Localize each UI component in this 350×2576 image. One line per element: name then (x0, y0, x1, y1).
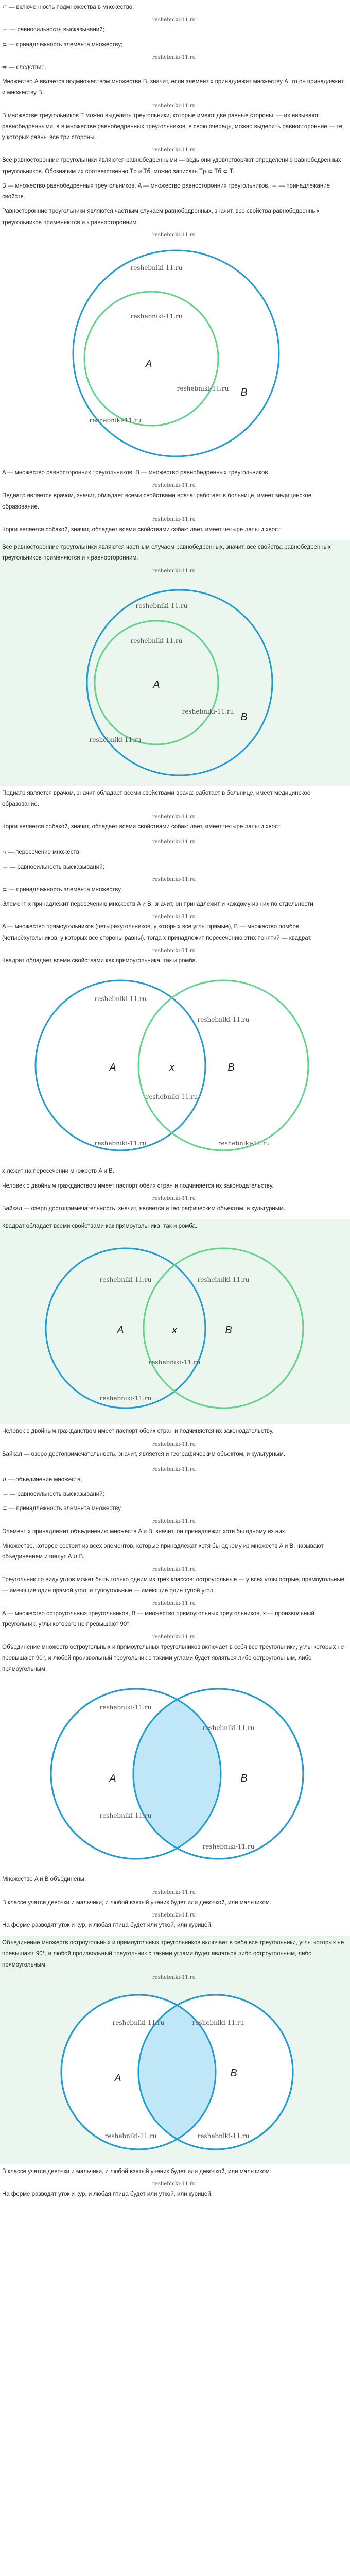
text-line: В классе учатся девочки и мальчики, и любой взятый ученик будет или девочкой, или мальчиком. (2, 1899, 272, 1906)
watermark: reshebniki-11.ru (202, 1724, 255, 1732)
text-line: Объединение множеств остроугольных и прямоугольных треугольников включает в себя все треугольники, углы которых не превышают 90°, и любой произвольный треугольник с такими углами будет являться либо остроугольным, либо прямоугольным. (2, 1940, 344, 1968)
section-intersection-examples (0, 1164, 350, 1219)
watermark: reshebniki-11.ru (152, 1889, 196, 1895)
text-line: ⊂ — включенность подмножества в множество; (2, 4, 134, 10)
text-line: На ферме разводят уток и кур, и любая птица будет или уткой, или курицей. (2, 1922, 213, 1928)
text-line: ⇔ — равносильность высказываний; (2, 863, 104, 870)
watermark: reshebniki-11.ru (152, 2181, 196, 2188)
text-line: В классе учатся девочки и мальчики, и любой взятый ученик будет или девочкой, или мальчиком. (2, 2168, 272, 2175)
text-line: Байкал — озеро достопримечательность, значит, является и географическим объектом, и культурным. (2, 1205, 286, 1212)
text-line: ∩ — пересечение множеств; (2, 849, 81, 856)
venn-subset-diagram (2, 241, 348, 463)
watermark: reshebniki-11.ru (112, 2019, 165, 2026)
set-b-label: B (225, 1325, 232, 1336)
watermark: reshebniki-11.ru (152, 483, 196, 489)
set-b-label: B (240, 1773, 248, 1785)
set-a-label: A (109, 1773, 116, 1785)
section-subset-examples-repeat (0, 786, 350, 838)
set-b-label: B (227, 1062, 235, 1074)
text-line: Множество, которое состоит из всех элементов, которые принадлежат хотя бы одному из множеств A и B, называют объединением и пишут A ∪ B. (2, 1543, 324, 1561)
set-b-circle (144, 1248, 303, 1408)
watermark: reshebniki-11.ru (146, 1093, 198, 1101)
watermark: reshebniki-11.ru (99, 1704, 152, 1711)
venn-subset-diagram-2 (2, 577, 348, 783)
set-a-label: A (153, 679, 160, 690)
set-a-label: A (145, 358, 152, 370)
text-line: Треугольник по виду углов может быть только одним из трёх классов: остроугольные — у всех углы острые, прямоугольные — имеющие один прямой угол, и тупоугольные — имеющие один тупой угол. (2, 1577, 345, 1594)
watermark: reshebniki-11.ru (99, 1276, 152, 1284)
watermark: reshebniki-11.ru (152, 876, 196, 883)
set-b-circle (73, 250, 279, 456)
watermark: reshebniki-11.ru (152, 1912, 196, 1918)
watermark: reshebniki-11.ru (104, 2132, 157, 2140)
venn-intersection-diagram-2 (2, 1235, 348, 1421)
text-line: Квадрат обладает всеми свойствами как прямоугольника, так и ромба. (2, 1223, 198, 1230)
text-line: Человек с двойным гражданством имеет паспорт обеих стран и подчиняется их законодательству. (2, 1428, 274, 1435)
section-intersection-definition (0, 837, 350, 1164)
set-b-circle (87, 590, 272, 775)
watermark: reshebniki-11.ru (197, 1276, 250, 1284)
set-b-label: B (230, 2067, 237, 2079)
text-line: Множество A является подмножеством множества B, значит, если элемент x принадлежит множеству A, то он принадлежит и множеству B. (2, 79, 344, 96)
text-line: Педиатр является врачом, значит, обладает всеми свойствами врача: работает в больнице, имеет медицинское образование. (2, 493, 312, 510)
set-a-label: A (109, 1062, 116, 1074)
text-line: Корги является собакой, значит, обладает всеми свойствами собак: лает, имеет четыре лапы и хвост. (2, 526, 282, 533)
watermark: reshebniki-11.ru (152, 103, 196, 109)
watermark: reshebniki-11.ru (152, 1441, 196, 1447)
set-a-circle (36, 980, 205, 1150)
text-line: ⊂ — принадлежность элемента множеству; (2, 41, 123, 48)
text-line: A — множество прямоугольников (четырёхугольников, у которых все углы прямые), B — множество ромбов (четырёхугольников, у которых все стороны равны), тогда x принадлежит пересечению этих понятий — квадрат. (2, 924, 312, 941)
watermark: reshebniki-11.ru (152, 1600, 196, 1606)
watermark: reshebniki-11.ru (152, 914, 196, 920)
section-subset-examples (0, 466, 350, 540)
watermark: reshebniki-11.ru (182, 707, 234, 715)
watermark: reshebniki-11.ru (152, 1518, 196, 1524)
venn-union-diagram-2 (2, 1984, 348, 2161)
text-line: A — множество остроугольных треугольников, B — множество прямоугольных треугольников, x — произвольный треугольник, углы которого не превышают 90°. (2, 1610, 314, 1628)
text-line: Человек с двойным гражданством имеет паспорт обеих стран и подчиняется их законодательству. (2, 1182, 274, 1189)
watermark: reshebniki-11.ru (99, 1812, 152, 1820)
watermark: reshebniki-11.ru (152, 516, 196, 522)
text-line: Педиатр является врачом, значит обладает всеми свойствами врача: работает в больнице, имеет медицинское образование. (2, 790, 311, 807)
section-subset-summary (0, 540, 350, 786)
watermark: reshebniki-11.ru (152, 947, 196, 954)
set-b-label: B (240, 386, 248, 398)
text-line: На ферме разводят уток и кур, и любая птица будет или уткой, или курицей. (2, 2191, 213, 2198)
watermark: reshebniki-11.ru (152, 1567, 196, 1573)
text-line: Равносторонние треугольники являются частным случаем равнобедренных, значит, все свойства равнобедренных треугольников применяются и к равносторонним. (2, 208, 320, 226)
text-line: ⇔ — равносильность высказываний; (2, 27, 104, 33)
watermark: reshebniki-11.ru (152, 17, 196, 23)
section-union-summary (0, 1936, 350, 2164)
text-line: ⇔ — равносильность высказываний; (2, 1491, 104, 1498)
watermark: reshebniki-11.ru (197, 1016, 250, 1024)
watermark: reshebniki-11.ru (177, 384, 229, 392)
watermark: reshebniki-11.ru (99, 1395, 152, 1402)
set-b-circle (138, 980, 308, 1150)
watermark: reshebniki-11.ru (152, 1195, 196, 1201)
watermark: reshebniki-11.ru (94, 1140, 147, 1147)
text-line: A — множество равносторонних треугольников, B — множество равнобедренных треугольников. (2, 469, 270, 476)
text-line: В множестве треугольников T можно выделить треугольники, которые имеют две равные стороны, — их называют равнобедренными, а в множестве равнобедренных треугольников, в свою очередь, можно выделить равносторонние — те, у которых равны все три стороны. (2, 112, 344, 141)
text-line: ∪ — объединение множеств; (2, 1476, 82, 1483)
text-line: Элемент x принадлежит пересечению множеств A и B, значит, он принадлежит и каждому из них по отдельности. (2, 901, 316, 908)
watermark: reshebniki-11.ru (152, 814, 196, 820)
text-line: ⊂ — принадлежность элемента множеству. (2, 886, 122, 893)
set-b-label: B (240, 711, 248, 723)
set-a-label: A (117, 1325, 124, 1336)
text-line: ⇒ — следствие. (2, 64, 46, 71)
watermark: reshebniki-11.ru (152, 1974, 196, 1980)
watermark: reshebniki-11.ru (202, 1843, 255, 1851)
text-line: Байкал — озеро достопримечательность, значит, является и географическим объектом, и культурным. (2, 1451, 286, 1458)
watermark: reshebniki-11.ru (152, 1466, 196, 1472)
section-union-examples-repeat (0, 2164, 350, 2205)
text-line: Все равносторонние треугольники являются равнобедренными — ведь они удовлетворяют определению равнобедренных треугольников. Обозначим их соответственно Tр и Tб, можно записать Tр ⊂ Tб ⊂ T. (2, 157, 341, 175)
watermark: reshebniki-11.ru (152, 839, 196, 845)
section-union-examples (0, 1872, 350, 1936)
watermark: reshebniki-11.ru (152, 54, 196, 60)
watermark: reshebniki-11.ru (135, 602, 188, 609)
watermark: reshebniki-11.ru (152, 568, 196, 574)
text-line: ⊂ — принадлежность элемента множеству. (2, 1505, 122, 1512)
section-intersection-examples-repeat (0, 1424, 350, 1465)
watermark: reshebniki-11.ru (152, 1634, 196, 1640)
text-line: Объединение множеств остроугольных и прямоугольных треугольников включает в себя все треугольники, углы которых не превышают 90°, и любой произвольный треугольник с такими углами будет являться либо остроугольным, либо прямоугольным. (2, 1644, 344, 1673)
watermark: reshebniki-11.ru (152, 147, 196, 154)
watermark: reshebniki-11.ru (130, 312, 183, 320)
watermark: reshebniki-11.ru (130, 264, 183, 272)
section-union-definition (0, 1465, 350, 1872)
set-a-label: A (114, 2072, 121, 2084)
element-x-label: x (169, 1062, 174, 1074)
text-line: Множество A и B объединены. (2, 1876, 86, 1883)
watermark: reshebniki-11.ru (94, 995, 147, 1003)
venn-intersection-diagram (2, 970, 348, 1161)
text-line: Корги является собакой, значит, обладает всеми свойствами собак: лает, имеет четыре лапы и хвост. (2, 824, 282, 831)
watermark: reshebniki-11.ru (130, 637, 183, 645)
watermark: reshebniki-11.ru (148, 1359, 201, 1366)
text-line: x лежит на пересечении множеств A и B. (2, 1168, 115, 1175)
section-subset-definition (0, 0, 350, 466)
watermark: reshebniki-11.ru (89, 736, 142, 743)
text-line: Элемент x принадлежит объединению множеств A и B, значит, он принадлежит хотя бы одному из них. (2, 1528, 287, 1535)
watermark: reshebniki-11.ru (197, 2132, 250, 2140)
venn-union-diagram (2, 1679, 348, 1869)
watermark: reshebniki-11.ru (89, 416, 142, 424)
text-line: Все равносторонние треугольники являются частным случаем равнобедренных, значит, все свойства равнобедренных треугольников применяются и к равносторонним. (2, 544, 331, 562)
watermark: reshebniki-11.ru (152, 232, 196, 238)
element-x-label: x (172, 1325, 177, 1336)
watermark: reshebniki-11.ru (192, 2019, 244, 2026)
set-a-circle (46, 1248, 205, 1408)
text-line: Квадрат обладает всеми свойствами как прямоугольника, так и ромба. (2, 957, 198, 964)
watermark: reshebniki-11.ru (218, 1140, 270, 1147)
text-line: B — множество равнобедренных треугольников, A — множество равносторонних треугольников, ⇔ — принадлежание свойств. (2, 182, 330, 200)
section-intersection-summary (0, 1219, 350, 1424)
